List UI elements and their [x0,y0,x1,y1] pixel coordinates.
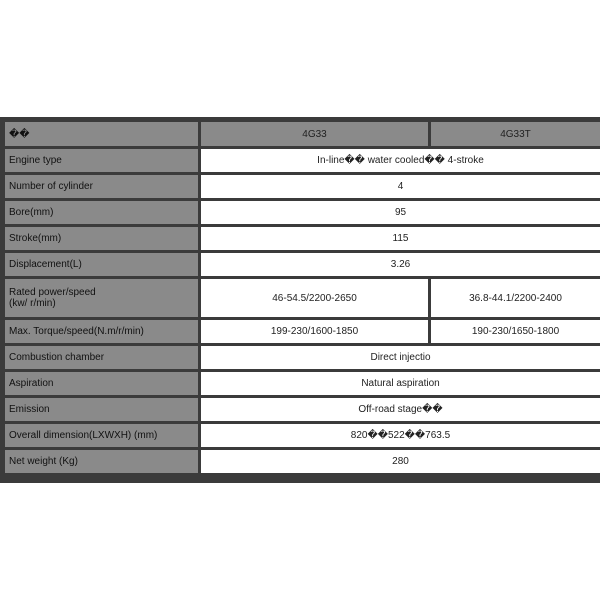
table-row-overall-dimension [5,424,600,447]
row-label-line2: (kw/ r/min) [9,298,56,309]
engine-spec-table [2,119,600,476]
row-label [5,279,198,317]
row-label: Stroke(mm) [5,227,198,250]
row-label: Bore(mm) [5,201,198,224]
table-row-engine-type [5,149,600,172]
row-value: 4 [201,175,600,198]
table-row-max-torque [5,320,600,343]
table-row-cylinders [5,175,600,198]
row-value: 280 [201,450,600,473]
table-row-emission [5,398,600,421]
table-row-net-weight [5,450,600,473]
row-value-4g33: 199-230/1600-1850 [201,320,428,343]
table-row-stroke [5,227,600,250]
row-value: In-line�� water cooled�� 4-stroke [201,149,600,172]
row-label: Number of cylinder [5,175,198,198]
row-value: 820��522��763.5 [201,424,600,447]
row-value: Natural aspiration [201,372,600,395]
row-label: Emission [5,398,198,421]
row-label: Aspiration [5,372,198,395]
header-corner-cell: �� [5,122,198,146]
row-value-4g33: 46-54.5/2200-2650 [201,279,428,317]
table-row-bore [5,201,600,224]
table-header-row [5,122,600,146]
row-value: Direct injectio [201,346,600,369]
row-label: Displacement(L) [5,253,198,276]
row-label: Overall dimension(LXWXH) (mm) [5,424,198,447]
row-value: 95 [201,201,600,224]
row-value-4g33t: 190-230/1650-1800 [431,320,600,343]
table-row-rated-power [5,279,600,317]
row-value: Off-road stage�� [201,398,600,421]
table-row-displacement [5,253,600,276]
table-row-combustion-chamber [5,346,600,369]
row-value: 3.26 [201,253,600,276]
table-row-aspiration [5,372,600,395]
row-value-4g33t: 36.8-44.1/2200-2400 [431,279,600,317]
header-model-4g33: 4G33 [201,122,428,146]
header-model-4g33t: 4G33T [431,122,600,146]
row-label: Max. Torque/speed(N.m/r/min) [5,320,198,343]
row-label-line1: Rated power/speed [9,287,96,298]
row-label: Net weight (Kg) [5,450,198,473]
row-label: Combustion chamber [5,346,198,369]
row-label: Engine type [5,149,198,172]
row-value: 115 [201,227,600,250]
